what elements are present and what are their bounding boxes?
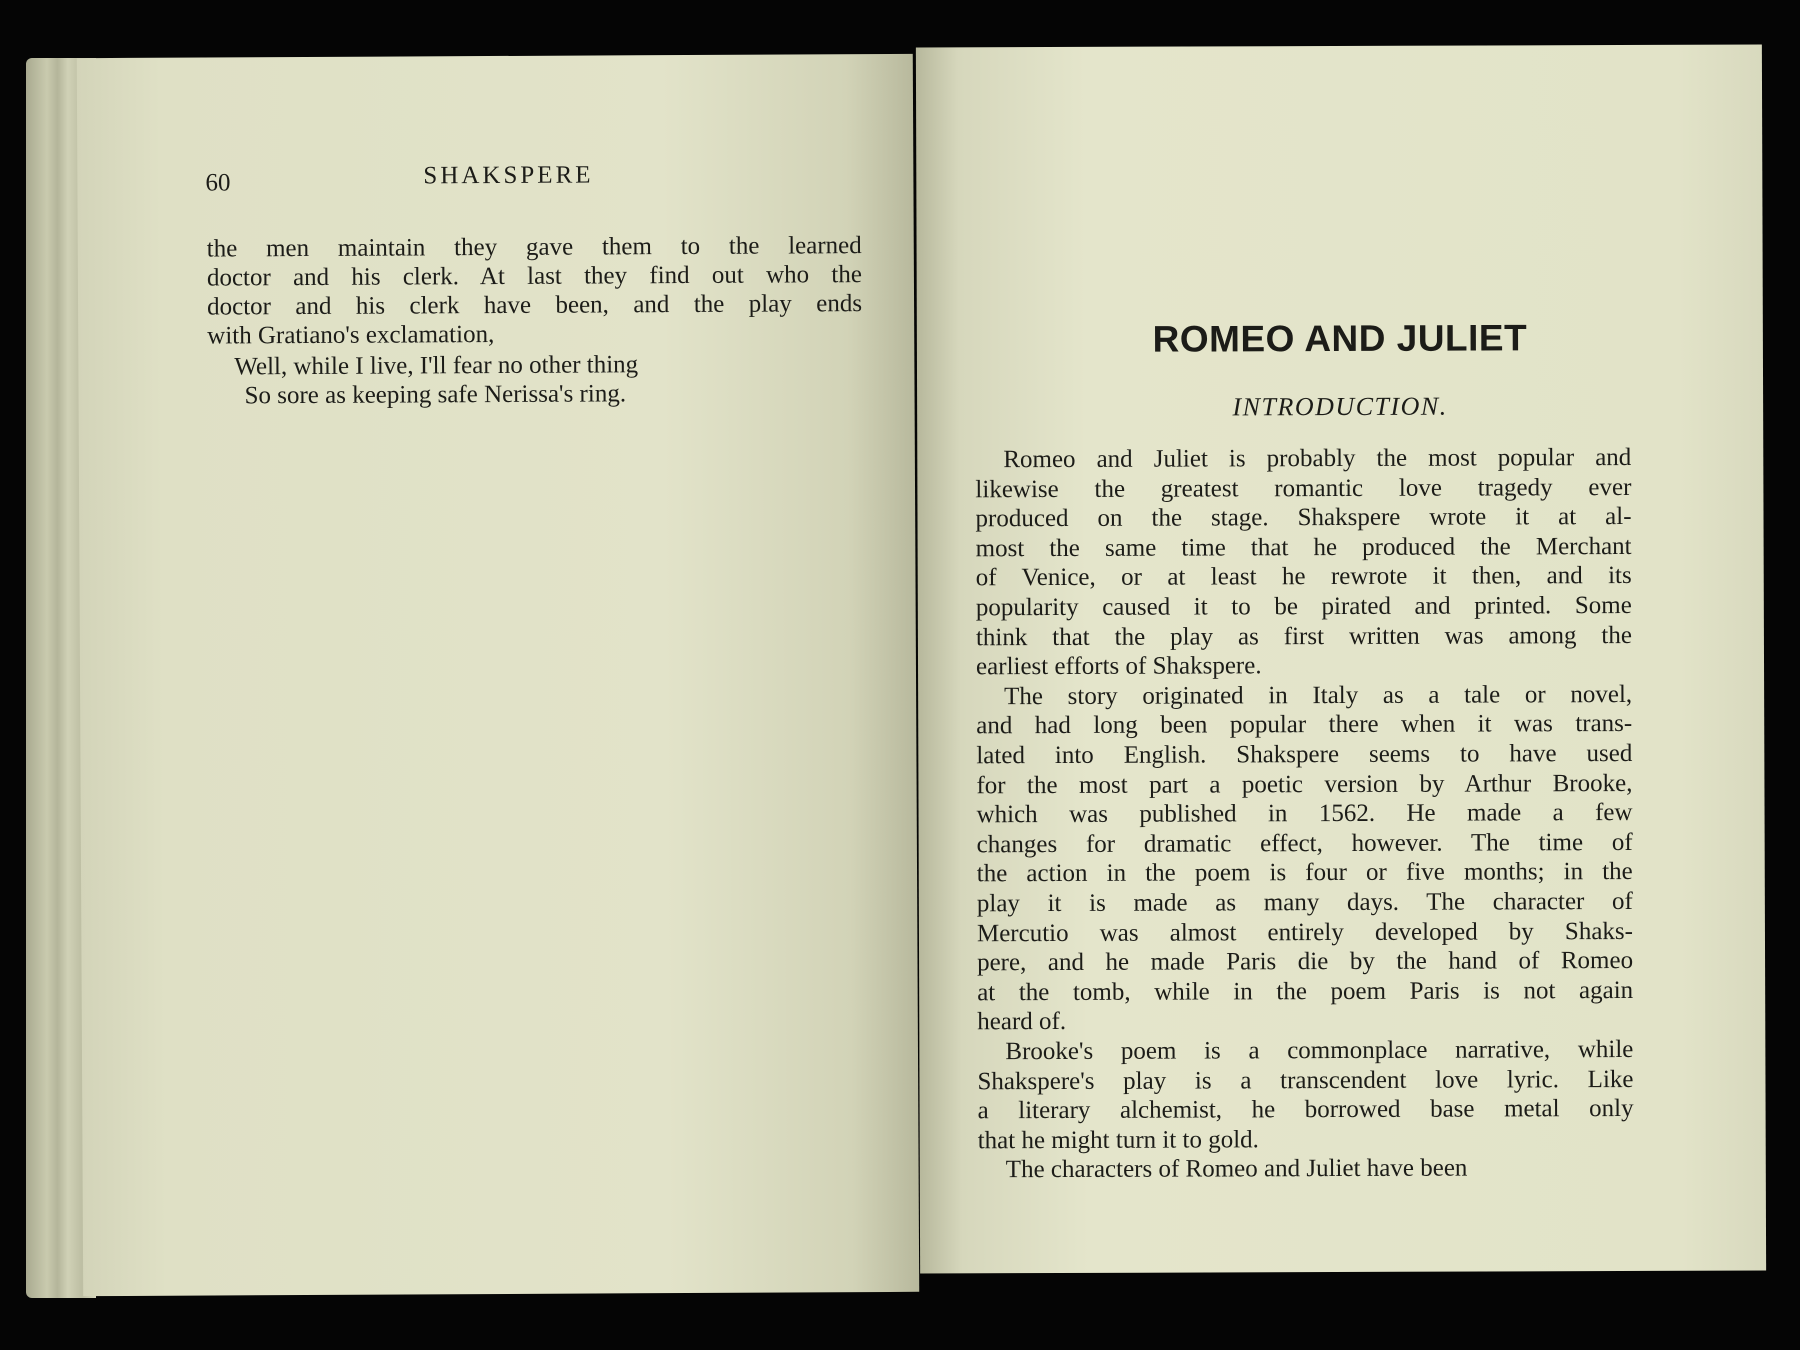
text-line: The characters of Romeo and Juliet have been — [1005, 1154, 1468, 1184]
text-line: lated into English. Shakspere seems to have used — [976, 739, 1633, 770]
text-line: for the most part a poetic version by Arthur Brooke, — [976, 769, 1633, 799]
text-line: that he might turn it to gold. — [977, 1126, 1259, 1155]
text-line: heard of. — [977, 1008, 1067, 1036]
text-line: a literary alchemist, he borrowed base metal only — [977, 1095, 1634, 1125]
text-line: which was published in 1562. He made a few — [976, 799, 1633, 829]
page-number: 60 — [205, 169, 231, 197]
text-line: Romeo and Juliet is probably the most popular and — [1003, 443, 1632, 474]
text-line: and had long been popular there when it was trans- — [976, 710, 1633, 740]
text-line: changes for dramatic effect, however. The time of — [976, 828, 1633, 859]
text-line: doctor and his clerk. At last they find out who the — [206, 261, 862, 292]
text-line: pere, and he made Paris die by the hand of Romeo — [977, 947, 1634, 977]
text-line: the men maintain they gave them to the learned — [206, 232, 862, 263]
text-line: Shakspere's play is a transcendent love lyric. Like — [977, 1065, 1634, 1095]
text-line: most the same time that he produced the Merchant — [975, 532, 1632, 563]
text-line: at the tomb, while in the poem Paris is not again — [977, 976, 1634, 1007]
verse-line: So sore as keeping safe Nerissa's ring. — [244, 380, 627, 410]
right-page — [916, 45, 1766, 1274]
text-line: with Gratiano's exclamation, — [207, 321, 495, 350]
text-line: Brooke's poem is a commonplace narrative, while — [1005, 1035, 1634, 1066]
text-line: The story originated in Italy as a tale or novel, — [1004, 680, 1633, 710]
section-heading: INTRODUCTION. — [1232, 391, 1448, 422]
text-line: doctor and his clerk have been, and the play ends — [206, 290, 863, 321]
text-line: popularity caused it to be pirated and printed. Some — [975, 591, 1632, 622]
text-line: the action in the poem is four or five months; in the — [976, 858, 1633, 888]
text-line: earliest efforts of Shakspere. — [975, 652, 1262, 681]
text-line: play it is made as many days. The character of — [976, 887, 1633, 918]
text-line: of Venice, or at least he rewrote it then, and its — [975, 562, 1632, 592]
text-line: think that the play as first written was among the — [975, 621, 1632, 651]
verse-line: Well, while I live, I'll fear no other thing — [234, 351, 639, 381]
text-line: Mercutio was almost entirely developed by Shaks- — [976, 917, 1633, 947]
text-line: likewise the greatest romantic love tragedy ever — [975, 473, 1632, 503]
chapter-title: ROMEO AND JULIET — [1152, 317, 1528, 360]
text-line: produced on the stage. Shakspere wrote it at al- — [975, 503, 1632, 533]
running-head: SHAKSPERE — [423, 161, 594, 190]
left-page — [77, 54, 919, 1296]
